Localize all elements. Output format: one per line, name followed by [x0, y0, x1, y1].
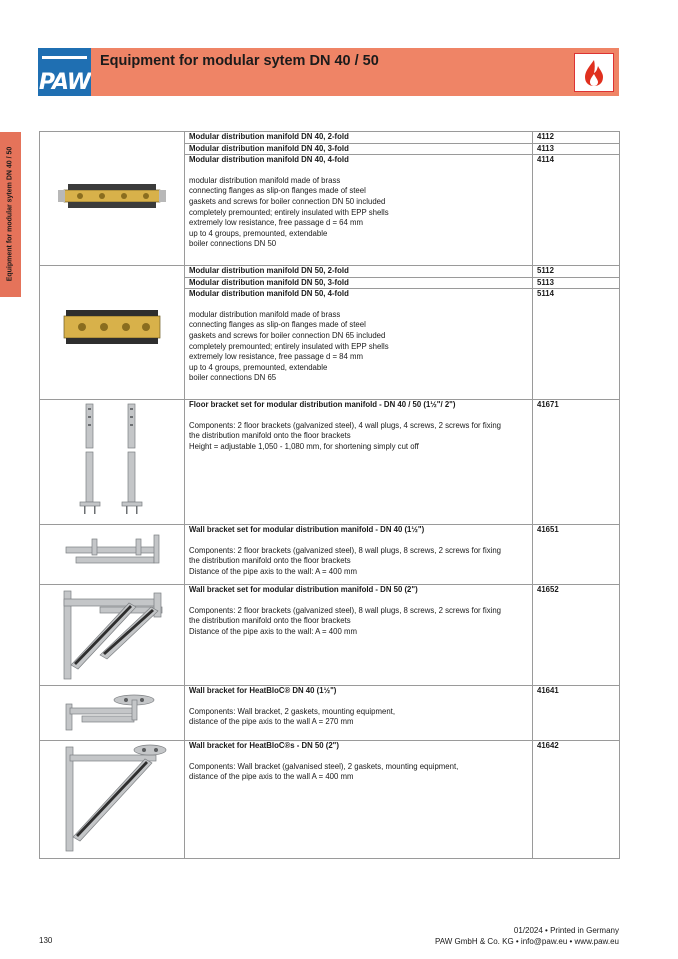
product-image-floor-bracket [40, 400, 185, 525]
article-number: 41641 [533, 686, 620, 741]
description-line: modular distribution manifold made of brass [189, 175, 341, 185]
print-info: 01/2024 • Printed in Germany [513, 926, 619, 935]
table-row [40, 741, 620, 859]
product-name: Wall bracket set for modular distribution manifold - DN 50 (2") [189, 585, 418, 594]
description-line: Components: 2 floor brackets (galvanized steel), 4 wall plugs, 4 screws, 2 screws for fixing [189, 420, 502, 430]
product-table [39, 131, 620, 859]
description-line: completely premounted; entirely insulated with EPP shells [189, 207, 389, 217]
description-line: up to 4 groups, premounted, extendable [189, 362, 328, 372]
logo-bar [42, 56, 87, 59]
table-row [40, 585, 620, 686]
product-image-manifold-dn50 [40, 266, 185, 400]
product-image-wall-bracket-dn50 [40, 585, 185, 686]
footer-info [435, 925, 619, 947]
page-title: Equipment for modular sytem DN 40 / 50 [100, 53, 379, 69]
article-number: 41652 [533, 585, 620, 686]
description-line: the distribution manifold onto the floor brackets [189, 616, 351, 626]
product-name: Modular distribution manifold DN 50, 4-fold [189, 289, 349, 299]
table-row [40, 266, 620, 278]
logo-text: PAW [38, 70, 91, 95]
description-line: modular distribution manifold made of brass [189, 309, 341, 319]
description-line: Components: 2 floor brackets (galvanized steel), 8 wall plugs, 8 screws, 2 screws for fixing [189, 545, 502, 555]
description-line: Components: Wall bracket (galvanised steel), 2 gaskets, mounting equipment, [189, 761, 459, 771]
description-line: Height = adjustable 1,050 - 1,080 mm, for shortening simply cut off [189, 441, 419, 451]
product-details [185, 525, 533, 585]
company-contact: PAW GmbH & Co. KG • info@paw.eu • www.paw.eu [434, 937, 619, 946]
product-name: Floor bracket set for modular distribution manifold - DN 40 / 50 (1½"/ 2") [189, 400, 456, 409]
description-line: the distribution manifold onto the floor brackets [189, 431, 351, 441]
product-name: Modular distribution manifold DN 50, 3-fold [185, 277, 533, 289]
description-line: boiler connections DN 65 [189, 373, 277, 383]
side-tab-label: Equipment for modular sytem DN 40 / 50 [6, 146, 14, 282]
description-line: Distance of the pipe axis to the wall: A = 400 mm [189, 566, 357, 576]
description-line: Components: 2 floor brackets (galvanized steel), 8 wall plugs, 8 screws, 2 screws for fixing [189, 605, 502, 615]
description-line: distance of the pipe axis to the wall A = 270 mm [189, 717, 354, 727]
article-number: 4114 [533, 155, 620, 266]
table-row [40, 400, 620, 525]
article-number: 4112 [533, 132, 620, 144]
article-number: 41651 [533, 525, 620, 585]
product-details [185, 585, 533, 686]
description-line: extremely low resistance, free passage d = 64 mm [189, 218, 363, 228]
product-name: Modular distribution manifold DN 50, 2-fold [185, 266, 533, 278]
product-image-wall-bracket-dn40 [40, 525, 185, 585]
product-details [185, 400, 533, 525]
product-details [185, 289, 533, 400]
article-number: 41671 [533, 400, 620, 525]
article-number: 4113 [533, 143, 620, 155]
description-line: distance of the pipe axis to the wall A = 400 mm [189, 772, 354, 782]
product-image-wall-bracket-heatbloc-dn40 [40, 686, 185, 741]
flame-icon [574, 53, 614, 92]
product-image-manifold-dn40 [40, 132, 185, 266]
description-line: connecting flanges as slip-on flanges made of steel [189, 320, 366, 330]
product-details [185, 155, 533, 266]
product-name: Wall bracket set for modular distribution manifold - DN 40 (1½") [189, 525, 425, 534]
product-name: Modular distribution manifold DN 40, 3-fold [185, 143, 533, 155]
product-image-wall-bracket-heatbloc-dn50 [40, 741, 185, 859]
description-line: completely premounted; entirely insulated with EPP shells [189, 341, 389, 351]
table-row [40, 132, 620, 144]
article-number: 5112 [533, 266, 620, 278]
description-line: up to 4 groups, premounted, extendable [189, 228, 328, 238]
product-details [185, 741, 533, 859]
description-line: Components: Wall bracket, 2 gaskets, mounting equipment, [189, 706, 396, 716]
description-line: boiler connections DN 50 [189, 239, 277, 249]
table-row [40, 686, 620, 741]
product-name: Wall bracket for HeatBloC® DN 40 (1½") [189, 686, 337, 695]
article-number: 5114 [533, 289, 620, 400]
product-name: Modular distribution manifold DN 40, 4-fold [189, 155, 349, 165]
description-line: Distance of the pipe axis to the wall: A = 400 mm [189, 626, 357, 636]
description-line: extremely low resistance, free passage d = 84 mm [189, 352, 363, 362]
article-number: 41642 [533, 741, 620, 859]
description-line: connecting flanges as slip-on flanges made of steel [189, 186, 366, 196]
product-name: Modular distribution manifold DN 40, 2-fold [185, 132, 533, 144]
paw-logo [38, 48, 91, 96]
description-line: gaskets and screws for boiler connection DN 65 included [189, 330, 386, 340]
table-row [40, 525, 620, 585]
article-number: 5113 [533, 277, 620, 289]
page-number: 130 [39, 936, 53, 945]
description-line: the distribution manifold onto the floor brackets [189, 556, 351, 566]
product-name: Wall bracket for HeatBloC®s - DN 50 (2") [189, 741, 339, 750]
description-line: gaskets and screws for boiler connection DN 50 included [189, 196, 386, 206]
product-details [185, 686, 533, 741]
